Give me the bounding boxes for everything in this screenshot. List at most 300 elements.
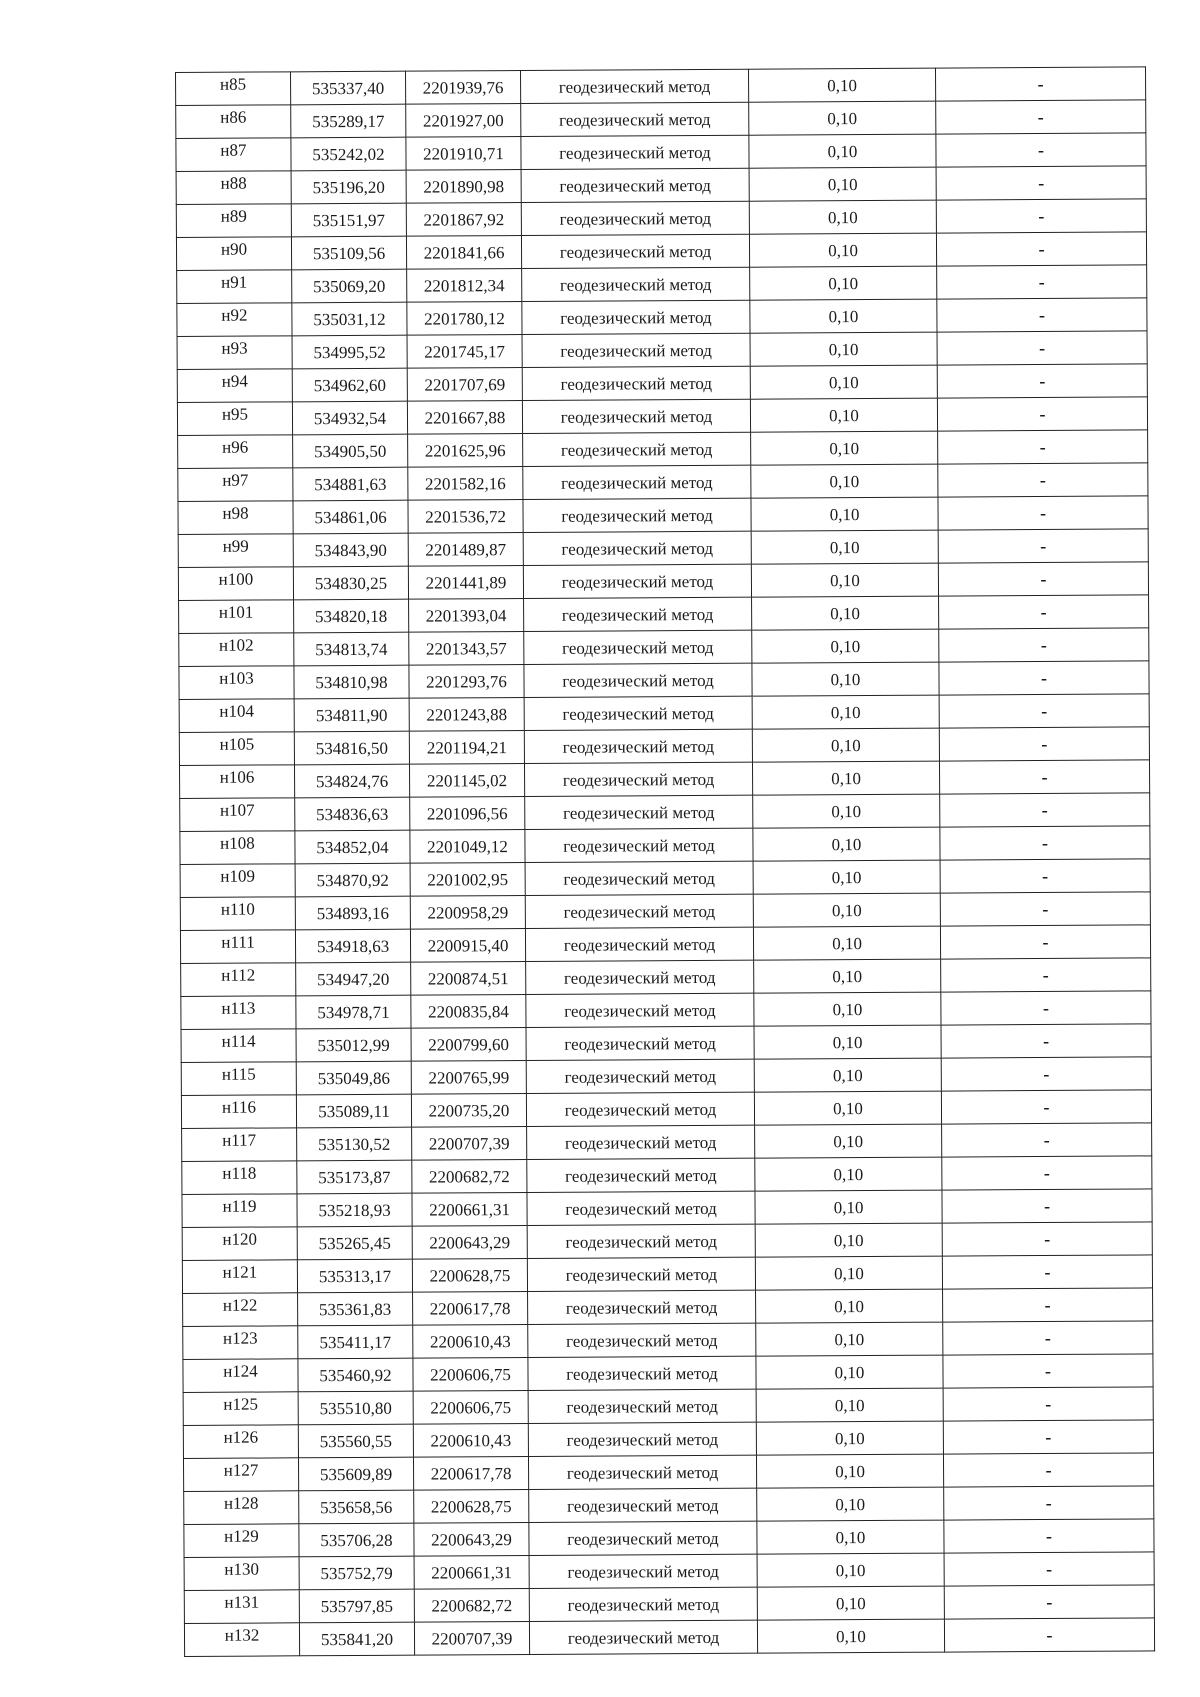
x-coordinate-cell: 535752,79 xyxy=(299,1556,414,1590)
method-cell: геодезический метод xyxy=(526,1092,754,1126)
table-row xyxy=(182,1156,1152,1195)
point-number-cell: н117 xyxy=(182,1128,297,1162)
point-number-cell: н111 xyxy=(180,930,295,964)
point-number-cell: н86 xyxy=(176,105,291,139)
table-row xyxy=(183,1354,1153,1393)
point-number-cell: н85 xyxy=(176,72,291,106)
y-coordinate-cell: 2200765,99 xyxy=(411,1060,526,1094)
accuracy-cell: 0,10 xyxy=(749,134,936,168)
x-coordinate-cell: 535069,20 xyxy=(292,269,407,303)
y-coordinate-cell: 2201812,34 xyxy=(407,269,522,303)
accuracy-cell: 0,10 xyxy=(757,1520,944,1554)
x-coordinate-cell: 534836,63 xyxy=(295,797,410,831)
method-cell: геодезический метод xyxy=(521,135,749,169)
y-coordinate-cell: 2200958,29 xyxy=(410,895,525,929)
point-number-cell: н95 xyxy=(177,402,292,436)
accuracy-cell: 0,10 xyxy=(757,1487,944,1521)
x-coordinate-cell: 535706,28 xyxy=(299,1523,414,1557)
method-cell: геодезический метод xyxy=(529,1488,757,1522)
x-coordinate-cell: 535031,12 xyxy=(292,302,407,336)
method-cell: геодезический метод xyxy=(521,168,749,202)
accuracy-cell: 0,10 xyxy=(753,860,940,894)
table-row xyxy=(184,1618,1154,1657)
accuracy-cell: 0,10 xyxy=(749,200,936,234)
table-row xyxy=(179,727,1149,766)
x-coordinate-cell: 535560,55 xyxy=(298,1424,413,1458)
y-coordinate-cell: 2201489,87 xyxy=(408,533,523,567)
note-cell: - xyxy=(941,1024,1151,1058)
point-number-cell: н118 xyxy=(182,1161,297,1195)
accuracy-cell: 0,10 xyxy=(750,398,937,432)
table-row xyxy=(184,1585,1154,1624)
method-cell: геодезический метод xyxy=(521,201,749,235)
point-number-cell: н97 xyxy=(178,468,293,502)
accuracy-cell: 0,10 xyxy=(749,101,936,135)
x-coordinate-cell: 534811,90 xyxy=(294,698,409,732)
table-row xyxy=(178,463,1148,502)
point-number-cell: н108 xyxy=(180,831,295,865)
y-coordinate-cell: 2200915,40 xyxy=(410,928,525,962)
method-cell: геодезический метод xyxy=(523,432,751,466)
accuracy-cell: 0,10 xyxy=(756,1322,943,1356)
x-coordinate-cell: 535460,92 xyxy=(298,1358,413,1392)
y-coordinate-cell: 2201625,96 xyxy=(408,434,523,468)
note-cell: - xyxy=(939,727,1149,761)
x-coordinate-cell: 535012,99 xyxy=(296,1028,411,1062)
note-cell: - xyxy=(940,925,1150,959)
x-coordinate-cell: 535196,20 xyxy=(291,170,406,204)
accuracy-cell: 0,10 xyxy=(754,959,941,993)
method-cell: геодезический метод xyxy=(529,1587,757,1621)
y-coordinate-cell: 2200682,72 xyxy=(414,1588,529,1622)
accuracy-cell: 0,10 xyxy=(755,1256,942,1290)
y-coordinate-cell: 2201910,71 xyxy=(406,137,521,171)
table-row xyxy=(176,100,1146,139)
point-number-cell: н88 xyxy=(176,171,291,205)
coordinates-table-body xyxy=(176,67,1155,1657)
table-row xyxy=(180,793,1150,832)
y-coordinate-cell: 2201745,17 xyxy=(407,335,522,369)
method-cell: геодезический метод xyxy=(524,762,752,796)
x-coordinate-cell: 534870,92 xyxy=(295,863,410,897)
x-coordinate-cell: 534918,63 xyxy=(295,929,410,963)
accuracy-cell: 0,10 xyxy=(751,431,938,465)
table-row xyxy=(177,298,1147,337)
point-number-cell: н119 xyxy=(182,1194,297,1228)
note-cell: - xyxy=(942,1222,1152,1256)
note-cell: - xyxy=(939,760,1149,794)
x-coordinate-cell: 535109,56 xyxy=(291,236,406,270)
note-cell: - xyxy=(938,562,1148,596)
x-coordinate-cell: 534830,25 xyxy=(293,566,408,600)
method-cell: геодезический метод xyxy=(523,498,751,532)
table-row xyxy=(178,562,1148,601)
method-cell: геодезический метод xyxy=(528,1356,756,1390)
method-cell: геодезический метод xyxy=(524,597,752,631)
table-row xyxy=(177,331,1147,370)
method-cell: геодезический метод xyxy=(529,1620,757,1654)
note-cell: - xyxy=(939,628,1149,662)
point-number-cell: н87 xyxy=(176,138,291,172)
x-coordinate-cell: 535609,89 xyxy=(298,1457,413,1491)
table-row xyxy=(177,397,1147,436)
y-coordinate-cell: 2201393,04 xyxy=(409,599,524,633)
note-cell: - xyxy=(941,958,1151,992)
table-row xyxy=(180,925,1150,964)
x-coordinate-cell: 535151,97 xyxy=(291,203,406,237)
x-coordinate-cell: 534905,50 xyxy=(293,434,408,468)
x-coordinate-cell: 535658,56 xyxy=(299,1490,414,1524)
method-cell: геодезический метод xyxy=(522,267,750,301)
method-cell: геодезический метод xyxy=(525,861,753,895)
x-coordinate-cell: 535797,85 xyxy=(299,1589,414,1623)
table-row xyxy=(181,958,1151,997)
x-coordinate-cell: 534843,90 xyxy=(293,533,408,567)
method-cell: геодезический метод xyxy=(527,1158,755,1192)
note-cell: - xyxy=(936,133,1146,167)
point-number-cell: н103 xyxy=(179,666,294,700)
y-coordinate-cell: 2200643,29 xyxy=(414,1522,529,1556)
method-cell: геодезический метод xyxy=(527,1191,755,1225)
y-coordinate-cell: 2201890,98 xyxy=(406,170,521,204)
table-row xyxy=(177,364,1147,403)
accuracy-cell: 0,10 xyxy=(750,332,937,366)
y-coordinate-cell: 2200617,78 xyxy=(413,1291,528,1325)
table-row xyxy=(183,1288,1153,1327)
note-cell: - xyxy=(935,67,1145,101)
y-coordinate-cell: 2201096,56 xyxy=(410,796,525,830)
x-coordinate-cell: 534810,98 xyxy=(294,665,409,699)
point-number-cell: н131 xyxy=(184,1590,299,1624)
method-cell: геодезический метод xyxy=(522,399,750,433)
accuracy-cell: 0,10 xyxy=(757,1619,944,1653)
y-coordinate-cell: 2201293,76 xyxy=(409,665,524,699)
y-coordinate-cell: 2200735,20 xyxy=(411,1093,526,1127)
table-row xyxy=(180,892,1150,931)
method-cell: геодезический метод xyxy=(527,1125,755,1159)
x-coordinate-cell: 535337,40 xyxy=(291,71,406,105)
point-number-cell: н124 xyxy=(183,1359,298,1393)
method-cell: геодезический метод xyxy=(525,894,753,928)
x-coordinate-cell: 535242,02 xyxy=(291,137,406,171)
y-coordinate-cell: 2201667,88 xyxy=(407,401,522,435)
accuracy-cell: 0,10 xyxy=(752,596,939,630)
x-coordinate-cell: 535049,86 xyxy=(296,1061,411,1095)
y-coordinate-cell: 2201927,00 xyxy=(406,104,521,138)
x-coordinate-cell: 535089,11 xyxy=(296,1094,411,1128)
point-number-cell: н121 xyxy=(182,1260,297,1294)
y-coordinate-cell: 2200661,31 xyxy=(412,1192,527,1226)
point-number-cell: н94 xyxy=(177,369,292,403)
y-coordinate-cell: 2200874,51 xyxy=(411,961,526,995)
y-coordinate-cell: 2200661,31 xyxy=(414,1555,529,1589)
accuracy-cell: 0,10 xyxy=(752,761,939,795)
note-cell: - xyxy=(940,793,1150,827)
accuracy-cell: 0,10 xyxy=(753,926,940,960)
point-number-cell: н113 xyxy=(181,996,296,1030)
table-row xyxy=(182,1189,1152,1228)
note-cell: - xyxy=(939,694,1149,728)
x-coordinate-cell: 535218,93 xyxy=(297,1193,412,1227)
y-coordinate-cell: 2200610,43 xyxy=(413,1423,528,1457)
x-coordinate-cell: 535130,52 xyxy=(297,1127,412,1161)
table-row xyxy=(180,859,1150,898)
method-cell: геодезический метод xyxy=(522,333,750,367)
method-cell: геодезический метод xyxy=(528,1323,756,1357)
note-cell: - xyxy=(941,991,1151,1025)
point-number-cell: н93 xyxy=(177,336,292,370)
note-cell: - xyxy=(942,1156,1152,1190)
accuracy-cell: 0,10 xyxy=(755,1157,942,1191)
table-row xyxy=(184,1552,1154,1591)
table-row xyxy=(182,1222,1152,1261)
y-coordinate-cell: 2201145,02 xyxy=(409,763,524,797)
point-number-cell: н98 xyxy=(178,501,293,535)
method-cell: геодезический метод xyxy=(522,366,750,400)
point-number-cell: н114 xyxy=(181,1029,296,1063)
y-coordinate-cell: 2201002,95 xyxy=(410,862,525,896)
table-row xyxy=(179,694,1149,733)
table-row xyxy=(179,760,1149,799)
accuracy-cell: 0,10 xyxy=(756,1421,943,1455)
y-coordinate-cell: 2201441,89 xyxy=(408,566,523,600)
y-coordinate-cell: 2200707,39 xyxy=(414,1621,529,1655)
accuracy-cell: 0,10 xyxy=(750,266,937,300)
point-number-cell: н100 xyxy=(178,567,293,601)
point-number-cell: н104 xyxy=(179,699,294,733)
point-number-cell: н110 xyxy=(180,897,295,931)
table-row xyxy=(181,991,1151,1030)
method-cell: геодезический метод xyxy=(528,1389,756,1423)
table-row xyxy=(176,232,1146,271)
method-cell: геодезический метод xyxy=(523,465,751,499)
note-cell: - xyxy=(937,364,1147,398)
note-cell: - xyxy=(942,1255,1152,1289)
y-coordinate-cell: 2200606,75 xyxy=(413,1390,528,1424)
point-number-cell: н122 xyxy=(183,1293,298,1327)
accuracy-cell: 0,10 xyxy=(757,1553,944,1587)
note-cell: - xyxy=(936,166,1146,200)
accuracy-cell: 0,10 xyxy=(749,167,936,201)
y-coordinate-cell: 2201841,66 xyxy=(406,236,521,270)
method-cell: геодезический метод xyxy=(525,927,753,961)
accuracy-cell: 0,10 xyxy=(756,1388,943,1422)
note-cell: - xyxy=(943,1288,1153,1322)
accuracy-cell: 0,10 xyxy=(754,992,941,1026)
accuracy-cell: 0,10 xyxy=(756,1355,943,1389)
note-cell: - xyxy=(940,826,1150,860)
point-number-cell: н128 xyxy=(184,1491,299,1525)
point-number-cell: н130 xyxy=(184,1557,299,1591)
x-coordinate-cell: 534824,76 xyxy=(294,764,409,798)
accuracy-cell: 0,10 xyxy=(756,1289,943,1323)
table-row xyxy=(177,265,1147,304)
method-cell: геодезический метод xyxy=(529,1521,757,1555)
coordinates-table xyxy=(175,66,1155,1657)
method-cell: геодезический метод xyxy=(521,234,749,268)
x-coordinate-cell: 534861,06 xyxy=(293,500,408,534)
note-cell: - xyxy=(936,100,1146,134)
method-cell: геодезический метод xyxy=(527,1257,755,1291)
note-cell: - xyxy=(937,265,1147,299)
table-row xyxy=(181,1024,1151,1063)
point-number-cell: н106 xyxy=(179,765,294,799)
x-coordinate-cell: 534881,63 xyxy=(293,467,408,501)
accuracy-cell: 0,10 xyxy=(754,1058,941,1092)
point-number-cell: н127 xyxy=(183,1458,298,1492)
note-cell: - xyxy=(940,892,1150,926)
x-coordinate-cell: 534947,20 xyxy=(296,962,411,996)
accuracy-cell: 0,10 xyxy=(753,794,940,828)
point-number-cell: н102 xyxy=(179,633,294,667)
y-coordinate-cell: 2200617,78 xyxy=(413,1456,528,1490)
note-cell: - xyxy=(944,1618,1154,1652)
point-number-cell: н90 xyxy=(176,237,291,271)
accuracy-cell: 0,10 xyxy=(753,893,940,927)
point-number-cell: н112 xyxy=(181,963,296,997)
y-coordinate-cell: 2200707,39 xyxy=(412,1126,527,1160)
note-cell: - xyxy=(936,232,1146,266)
table-row xyxy=(176,133,1146,172)
y-coordinate-cell: 2201582,16 xyxy=(408,467,523,501)
x-coordinate-cell: 535173,87 xyxy=(297,1160,412,1194)
point-number-cell: н120 xyxy=(182,1227,297,1261)
accuracy-cell: 0,10 xyxy=(750,365,937,399)
note-cell: - xyxy=(941,1090,1151,1124)
y-coordinate-cell: 2201867,92 xyxy=(406,203,521,237)
method-cell: геодезический метод xyxy=(526,1026,754,1060)
method-cell: геодезический метод xyxy=(524,630,752,664)
note-cell: - xyxy=(938,529,1148,563)
table-row xyxy=(181,1057,1151,1096)
table-row xyxy=(184,1486,1154,1525)
y-coordinate-cell: 2200835,84 xyxy=(411,994,526,1028)
table-row xyxy=(183,1321,1153,1360)
method-cell: геодезический метод xyxy=(523,531,751,565)
accuracy-cell: 0,10 xyxy=(750,299,937,333)
y-coordinate-cell: 2201194,21 xyxy=(409,730,524,764)
point-number-cell: н126 xyxy=(183,1425,298,1459)
table-row xyxy=(179,661,1149,700)
x-coordinate-cell: 535510,80 xyxy=(298,1391,413,1425)
note-cell: - xyxy=(942,1123,1152,1157)
table-row xyxy=(183,1453,1153,1492)
note-cell: - xyxy=(938,496,1148,530)
x-coordinate-cell: 535361,83 xyxy=(298,1292,413,1326)
y-coordinate-cell: 2201780,12 xyxy=(407,302,522,336)
x-coordinate-cell: 535289,17 xyxy=(291,104,406,138)
x-coordinate-cell: 534978,71 xyxy=(296,995,411,1029)
x-coordinate-cell: 535841,20 xyxy=(299,1622,414,1656)
point-number-cell: н129 xyxy=(184,1524,299,1558)
table-row xyxy=(176,166,1146,205)
method-cell: геодезический метод xyxy=(520,69,748,103)
y-coordinate-cell: 2200610,43 xyxy=(413,1324,528,1358)
y-coordinate-cell: 2200606,75 xyxy=(413,1357,528,1391)
y-coordinate-cell: 2201343,57 xyxy=(409,632,524,666)
table-row xyxy=(183,1387,1153,1426)
x-coordinate-cell: 534820,18 xyxy=(294,599,409,633)
method-cell: геодезический метод xyxy=(529,1554,757,1588)
point-number-cell: н101 xyxy=(179,600,294,634)
point-number-cell: н115 xyxy=(181,1062,296,1096)
y-coordinate-cell: 2201049,12 xyxy=(410,829,525,863)
table-row xyxy=(179,628,1149,667)
point-number-cell: н89 xyxy=(176,204,291,238)
method-cell: геодезический метод xyxy=(521,102,749,136)
table-row xyxy=(179,595,1149,634)
y-coordinate-cell: 2200799,60 xyxy=(411,1027,526,1061)
table-row xyxy=(176,67,1146,106)
accuracy-cell: 0,10 xyxy=(756,1454,943,1488)
point-number-cell: н109 xyxy=(180,864,295,898)
note-cell: - xyxy=(943,1321,1153,1355)
y-coordinate-cell: 2200628,75 xyxy=(412,1258,527,1292)
note-cell: - xyxy=(939,661,1149,695)
x-coordinate-cell: 535313,17 xyxy=(297,1259,412,1293)
method-cell: геодезический метод xyxy=(525,795,753,829)
accuracy-cell: 0,10 xyxy=(752,695,939,729)
accuracy-cell: 0,10 xyxy=(749,233,936,267)
point-number-cell: н91 xyxy=(177,270,292,304)
method-cell: геодезический метод xyxy=(527,1224,755,1258)
point-number-cell: н123 xyxy=(183,1326,298,1360)
method-cell: геодезический метод xyxy=(526,1059,754,1093)
note-cell: - xyxy=(938,463,1148,497)
point-number-cell: н99 xyxy=(178,534,293,568)
table-row xyxy=(176,199,1146,238)
point-number-cell: н107 xyxy=(180,798,295,832)
y-coordinate-cell: 2200643,29 xyxy=(412,1225,527,1259)
method-cell: геодезический метод xyxy=(528,1290,756,1324)
method-cell: геодезический метод xyxy=(528,1422,756,1456)
note-cell: - xyxy=(944,1486,1154,1520)
accuracy-cell: 0,10 xyxy=(757,1586,944,1620)
x-coordinate-cell: 534813,74 xyxy=(294,632,409,666)
point-number-cell: н125 xyxy=(183,1392,298,1426)
note-cell: - xyxy=(940,859,1150,893)
x-coordinate-cell: 534995,52 xyxy=(292,335,407,369)
accuracy-cell: 0,10 xyxy=(751,563,938,597)
y-coordinate-cell: 2201939,76 xyxy=(405,71,520,105)
method-cell: геодезический метод xyxy=(524,663,752,697)
accuracy-cell: 0,10 xyxy=(751,530,938,564)
y-coordinate-cell: 2201536,72 xyxy=(408,500,523,534)
point-number-cell: н105 xyxy=(179,732,294,766)
table-row xyxy=(183,1420,1153,1459)
accuracy-cell: 0,10 xyxy=(752,728,939,762)
method-cell: геодезический метод xyxy=(525,828,753,862)
method-cell: геодезический метод xyxy=(522,300,750,334)
x-coordinate-cell: 534893,16 xyxy=(295,896,410,930)
method-cell: геодезический метод xyxy=(526,960,754,994)
table-row xyxy=(180,826,1150,865)
table-row xyxy=(178,496,1148,535)
table-row xyxy=(178,529,1148,568)
method-cell: геодезический метод xyxy=(524,729,752,763)
note-cell: - xyxy=(942,1189,1152,1223)
y-coordinate-cell: 2200628,75 xyxy=(414,1489,529,1523)
table-row xyxy=(184,1519,1154,1558)
note-cell: - xyxy=(944,1552,1154,1586)
note-cell: - xyxy=(937,298,1147,332)
accuracy-cell: 0,10 xyxy=(754,1025,941,1059)
accuracy-cell: 0,10 xyxy=(755,1190,942,1224)
x-coordinate-cell: 534932,54 xyxy=(292,401,407,435)
x-coordinate-cell: 534962,60 xyxy=(292,368,407,402)
accuracy-cell: 0,10 xyxy=(751,464,938,498)
note-cell: - xyxy=(944,1519,1154,1553)
